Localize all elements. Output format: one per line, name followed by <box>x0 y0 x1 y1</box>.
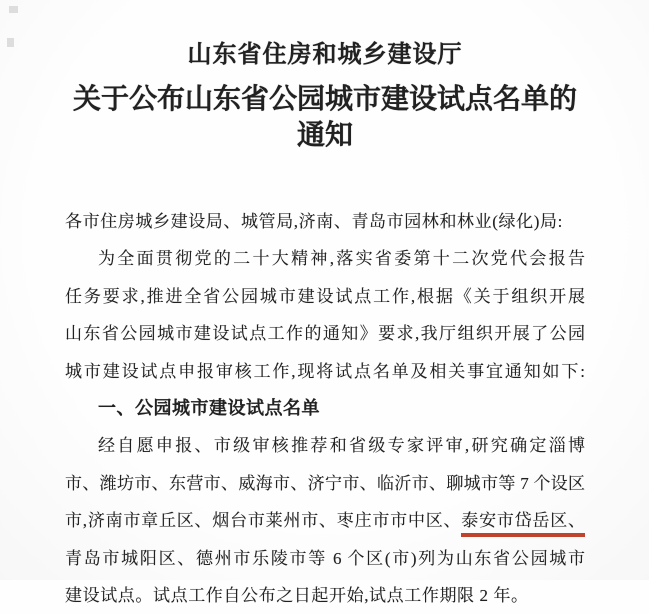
document-subject-title: 关于公布山东省公园城市建设试点名单的通知 <box>72 84 577 151</box>
body-line-7: 市、潍坊市、东营市、威海市、济宁市、临沂市、聊城市等 7 个设区 <box>65 473 585 493</box>
section-heading: 一、公园城市建设试点名单 <box>98 398 320 419</box>
body-line-3: 山东省公园城市建设试点工作的通知》要求,我厅组织开展了公园 <box>65 324 585 344</box>
body-line-4: 城市建设试点申报审核工作,现将试点名单及相关事宜通知如下: <box>65 361 585 381</box>
body-line-6: 经自愿申报、市级审核推荐和省级专家评审,研究确定淄博 <box>98 436 585 456</box>
body-line-10: 建设试点。试点工作自公布之日起开始,试点工作期限 2 年。 <box>65 586 529 606</box>
body-line-8-text: 市,济南市章丘区、烟台市莱州市、枣庄市市中区、 <box>65 511 462 531</box>
body-line-1: 为全面贯彻党的二十大精神,落实省委第十二次党代会报告 <box>98 249 585 269</box>
document-issuer-title: 山东省住房和城乡建设厅 <box>187 42 463 68</box>
body-line-8 <box>65 502 585 539</box>
salutation-line: 各市住房城乡建设局、城管局,济南、青岛市园林和林业(绿化)局: <box>65 212 563 231</box>
document-body <box>65 203 585 614</box>
scan-artifact-speck <box>9 6 18 13</box>
body-line-2: 任务要求,推进全省公园城市建设试点工作,根据《关于组织开展 <box>65 286 585 306</box>
underlined-pilot-district: 泰安市岱岳区、 <box>461 511 585 537</box>
body-line-9: 青岛市城阳区、德州市乐陵市等 6 个区(市)列为山东省公园城市 <box>65 548 585 568</box>
scan-artifact-speck <box>7 38 14 47</box>
